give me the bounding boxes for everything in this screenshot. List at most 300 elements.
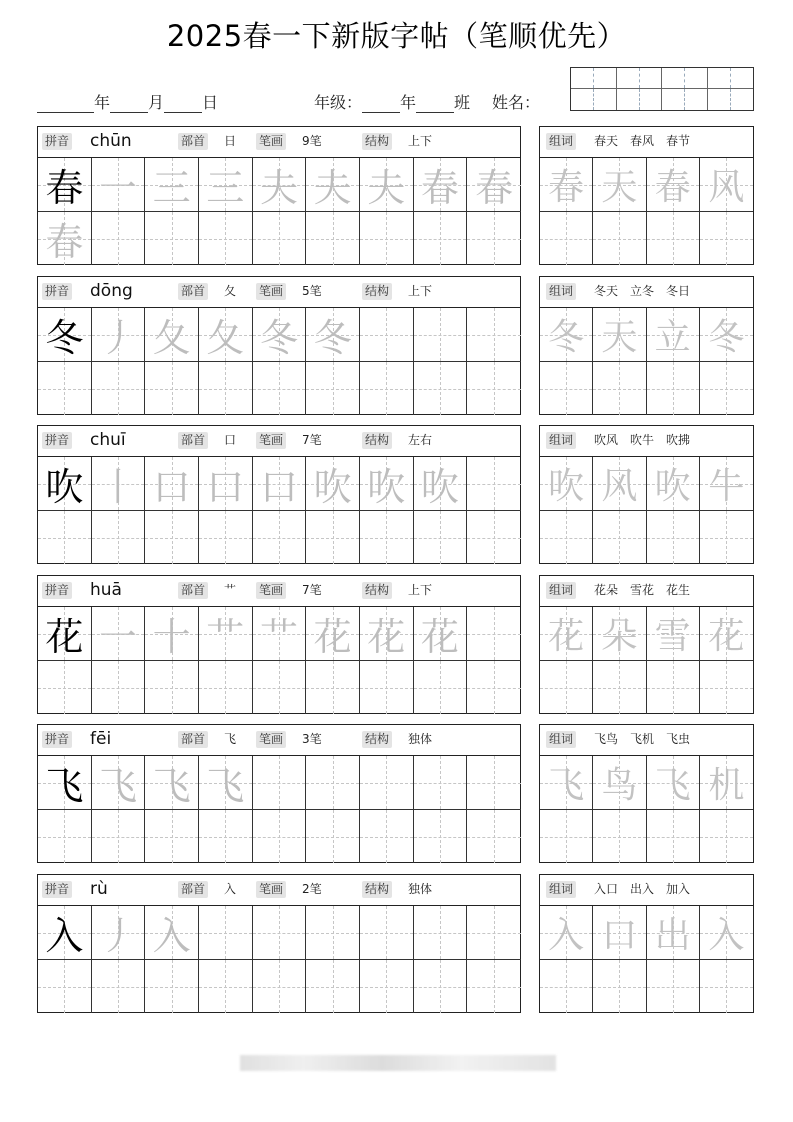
word-trace-cell[interactable] [540, 756, 593, 810]
word-trace-text: 出 [654, 915, 691, 956]
stroke-step-cell[interactable] [306, 607, 360, 661]
word-trace-cell[interactable] [647, 607, 700, 661]
words-tag: 组词 [546, 582, 576, 599]
stroke-step-cell[interactable] [253, 756, 307, 810]
empty-practice-cell[interactable] [467, 511, 521, 564]
grade-blank[interactable] [362, 96, 400, 113]
word-trace-text: 天 [601, 317, 638, 358]
pinyin-tag: 拼音 [42, 881, 72, 898]
char-info-row [38, 127, 520, 158]
year-label: 年 [94, 93, 111, 112]
word-trace-text: 飞 [548, 765, 585, 806]
words-tag: 组词 [546, 432, 576, 449]
strokes-tag: 笔画 [256, 283, 286, 300]
empty-practice-cell[interactable] [38, 810, 92, 863]
day-blank[interactable] [164, 96, 202, 113]
empty-practice-cell[interactable] [92, 511, 146, 564]
word-trace-text: 花 [708, 616, 745, 657]
word-trace-grid[interactable] [540, 607, 753, 714]
stroke-step-cell[interactable] [306, 457, 360, 511]
empty-practice-cell[interactable] [253, 960, 307, 1013]
stroke-step-cell[interactable] [199, 906, 253, 960]
empty-practice-cell[interactable] [700, 212, 753, 265]
stroke-step-text: 三 [206, 166, 245, 210]
empty-practice-cell[interactable] [92, 362, 146, 415]
word-trace-grid[interactable] [540, 308, 753, 415]
empty-practice-cell[interactable] [145, 212, 199, 265]
empty-practice-cell[interactable] [593, 810, 646, 863]
empty-practice-cell[interactable] [540, 362, 593, 415]
empty-practice-cell[interactable] [38, 661, 92, 714]
pinyin-value: chuī [90, 430, 126, 450]
words-tag: 组词 [546, 881, 576, 898]
empty-practice-cell[interactable] [647, 810, 700, 863]
empty-practice-cell[interactable] [253, 810, 307, 863]
class-blank[interactable] [416, 96, 454, 113]
stroke-step-text: 三 [152, 166, 191, 210]
writing-grid[interactable] [38, 457, 520, 564]
empty-practice-cell[interactable] [414, 362, 468, 415]
empty-practice-cell[interactable] [199, 960, 253, 1013]
pinyin-value: rù [90, 879, 108, 899]
strokes-tag: 笔画 [256, 133, 286, 150]
word-trace-cell[interactable] [593, 158, 646, 212]
word-trace-cell[interactable] [593, 906, 646, 960]
radical-value: 口 [224, 433, 237, 447]
stroke-step-cell[interactable] [414, 607, 468, 661]
empty-practice-cell[interactable] [38, 960, 92, 1013]
empty-practice-cell[interactable] [467, 960, 521, 1013]
word-trace-cell[interactable] [700, 457, 753, 511]
stroke-step-cell[interactable] [92, 158, 146, 212]
empty-practice-cell[interactable] [414, 810, 468, 863]
stroke-step-cell[interactable] [360, 158, 414, 212]
radical-tag: 部首 [178, 582, 208, 599]
empty-practice-cell[interactable] [306, 960, 360, 1013]
word-trace-cell[interactable] [647, 158, 700, 212]
strokes-value: 7笔 [302, 433, 322, 447]
word-trace-text: 牛 [708, 466, 745, 507]
stroke-step-cell[interactable] [414, 906, 468, 960]
stroke-step-cell[interactable] [360, 457, 414, 511]
pinyin-value: fēi [90, 729, 112, 749]
words-row [540, 277, 753, 308]
stroke-step-text: 夫 [367, 166, 406, 210]
radical-tag: 部首 [178, 881, 208, 898]
empty-practice-cell[interactable] [360, 661, 414, 714]
radical-tag: 部首 [178, 283, 208, 300]
stroke-step-cell[interactable] [467, 308, 521, 362]
empty-practice-cell[interactable] [593, 511, 646, 564]
stroke-step-cell[interactable] [414, 457, 468, 511]
stroke-step-text: 飞 [152, 764, 191, 808]
empty-practice-cell[interactable] [360, 810, 414, 863]
stroke-step-cell[interactable] [414, 308, 468, 362]
stroke-step-cell[interactable] [306, 158, 360, 212]
word-trace-text: 入 [708, 915, 745, 956]
word-trace-grid[interactable] [540, 457, 753, 564]
empty-practice-cell[interactable] [593, 362, 646, 415]
empty-practice-cell[interactable] [700, 661, 753, 714]
word-trace-text: 入 [548, 915, 585, 956]
word-block-2 [539, 276, 754, 415]
word-trace-cell[interactable] [540, 457, 593, 511]
word-trace-grid[interactable] [540, 756, 753, 863]
word-trace-cell[interactable] [700, 756, 753, 810]
stroke-step-text: 夫 [313, 166, 352, 210]
empty-practice-cell[interactable] [199, 362, 253, 415]
empty-practice-cell[interactable] [467, 810, 521, 863]
empty-practice-cell[interactable] [199, 511, 253, 564]
stroke-step-cell[interactable] [92, 906, 146, 960]
trace-char-text: 春 [45, 220, 84, 264]
empty-practice-cell[interactable] [467, 661, 521, 714]
empty-practice-cell[interactable] [414, 960, 468, 1013]
blurred-watermark [240, 1055, 556, 1071]
word-trace-text: 朵 [601, 616, 638, 657]
strokes-value: 3笔 [302, 732, 322, 746]
words-value: 春天 春风 春节 [594, 134, 691, 148]
month-blank[interactable] [110, 96, 148, 113]
class-label: 班 [454, 93, 471, 112]
structure-tag: 结构 [362, 432, 392, 449]
stroke-step-text: 一 [98, 615, 137, 659]
stroke-step-text: 花 [367, 615, 406, 659]
word-trace-grid[interactable] [540, 906, 753, 1013]
word-trace-cell[interactable] [700, 158, 753, 212]
pinyin-tag: 拼音 [42, 582, 72, 599]
year-blank[interactable] [37, 96, 94, 113]
stroke-step-cell[interactable] [306, 756, 360, 810]
practice-block-2 [37, 276, 521, 415]
stroke-step-text: 口 [152, 465, 191, 509]
stroke-step-text: 一 [98, 166, 137, 210]
stroke-step-cell[interactable] [92, 457, 146, 511]
stroke-step-cell[interactable] [145, 906, 199, 960]
empty-practice-cell[interactable] [145, 810, 199, 863]
word-trace-text: 天 [601, 167, 638, 208]
empty-practice-cell[interactable] [360, 212, 414, 265]
empty-practice-cell[interactable] [593, 212, 646, 265]
word-trace-text: 冬 [708, 317, 745, 358]
word-trace-text: 春 [654, 167, 691, 208]
empty-practice-cell[interactable] [92, 661, 146, 714]
stroke-step-text: 丿 [98, 914, 137, 958]
empty-practice-cell[interactable] [414, 212, 468, 265]
name-label: 姓名： [492, 93, 541, 112]
stroke-step-cell[interactable] [253, 308, 307, 362]
word-trace-cell[interactable] [540, 906, 593, 960]
word-trace-text: 风 [708, 167, 745, 208]
stroke-step-cell[interactable] [414, 158, 468, 212]
word-trace-text: 春 [548, 167, 585, 208]
empty-practice-cell[interactable] [145, 661, 199, 714]
empty-practice-cell[interactable] [700, 960, 753, 1013]
empty-practice-cell[interactable] [199, 661, 253, 714]
grade-label: 年级： [314, 93, 363, 112]
stroke-step-cell[interactable] [360, 906, 414, 960]
word-trace-cell[interactable] [540, 607, 593, 661]
model-char-text: 入 [45, 914, 84, 958]
word-trace-text: 雪 [654, 616, 691, 657]
empty-practice-cell[interactable] [540, 661, 593, 714]
word-trace-cell[interactable] [593, 457, 646, 511]
pinyin-value: huā [90, 580, 122, 600]
stroke-step-cell[interactable] [360, 607, 414, 661]
empty-practice-cell[interactable] [593, 661, 646, 714]
stroke-step-cell[interactable] [145, 457, 199, 511]
model-char-text: 飞 [45, 764, 84, 808]
empty-practice-cell[interactable] [647, 212, 700, 265]
stroke-step-cell[interactable] [414, 756, 468, 810]
stroke-step-cell[interactable] [199, 308, 253, 362]
stroke-step-cell[interactable] [92, 308, 146, 362]
pinyin-tag: 拼音 [42, 133, 72, 150]
page-title: 2025春一下新版字帖（笔顺优先） [166, 19, 627, 53]
stroke-step-cell[interactable] [253, 906, 307, 960]
stroke-step-text: 花 [420, 615, 459, 659]
stroke-step-cell[interactable] [467, 607, 521, 661]
word-trace-cell[interactable] [593, 756, 646, 810]
radical-tag: 部首 [178, 133, 208, 150]
stroke-step-cell[interactable] [467, 906, 521, 960]
stroke-step-text: 吹 [367, 465, 406, 509]
word-trace-cell[interactable] [647, 906, 700, 960]
empty-practice-cell[interactable] [306, 212, 360, 265]
empty-practice-cell[interactable] [360, 362, 414, 415]
empty-practice-cell[interactable] [306, 661, 360, 714]
stroke-step-text: 夂 [152, 316, 191, 360]
practice-block-6 [37, 874, 521, 1013]
strokes-tag: 笔画 [256, 582, 286, 599]
pinyin-tag: 拼音 [42, 432, 72, 449]
stroke-step-text: 丿 [98, 316, 137, 360]
strokes-value: 7笔 [302, 583, 322, 597]
pinyin-tag: 拼音 [42, 283, 72, 300]
empty-practice-cell[interactable] [700, 511, 753, 564]
empty-practice-cell[interactable] [92, 212, 146, 265]
empty-practice-cell[interactable] [145, 511, 199, 564]
empty-practice-cell[interactable] [360, 511, 414, 564]
empty-practice-cell[interactable] [414, 511, 468, 564]
strokes-value: 9笔 [302, 134, 322, 148]
empty-practice-cell[interactable] [647, 511, 700, 564]
word-trace-cell[interactable] [647, 457, 700, 511]
stroke-step-cell[interactable] [145, 607, 199, 661]
empty-practice-cell[interactable] [306, 810, 360, 863]
empty-practice-cell[interactable] [92, 810, 146, 863]
stroke-step-cell[interactable] [253, 607, 307, 661]
model-character[interactable] [38, 607, 92, 661]
radical-tag: 部首 [178, 731, 208, 748]
model-char-text: 春 [45, 166, 84, 210]
stroke-step-cell[interactable] [199, 607, 253, 661]
empty-practice-cell[interactable] [540, 212, 593, 265]
empty-practice-cell[interactable] [360, 960, 414, 1013]
stroke-step-cell[interactable] [306, 308, 360, 362]
empty-practice-cell[interactable] [467, 362, 521, 415]
word-trace-cell[interactable] [700, 906, 753, 960]
words-value: 入口 出入 加入 [594, 882, 691, 896]
empty-practice-cell[interactable] [700, 810, 753, 863]
word-trace-grid[interactable] [540, 158, 753, 265]
stroke-step-text: 春 [420, 166, 459, 210]
empty-practice-cell[interactable] [540, 511, 593, 564]
empty-practice-cell[interactable] [647, 661, 700, 714]
stroke-step-cell[interactable] [92, 756, 146, 810]
words-value: 飞鸟 飞机 飞虫 [594, 732, 691, 746]
word-trace-cell[interactable] [540, 308, 593, 362]
pinyin-tag: 拼音 [42, 731, 72, 748]
empty-practice-cell[interactable] [467, 212, 521, 265]
words-row [540, 576, 753, 607]
empty-practice-cell[interactable] [593, 960, 646, 1013]
empty-practice-cell[interactable] [145, 960, 199, 1013]
writing-grid[interactable] [38, 756, 520, 863]
stroke-step-cell[interactable] [253, 158, 307, 212]
empty-practice-cell[interactable] [38, 511, 92, 564]
stroke-step-cell[interactable] [467, 158, 521, 212]
stroke-step-text: 夂 [206, 316, 245, 360]
stroke-step-text: 花 [313, 615, 352, 659]
stroke-step-cell[interactable] [199, 457, 253, 511]
word-trace-cell[interactable] [593, 308, 646, 362]
empty-practice-cell[interactable] [647, 362, 700, 415]
stroke-step-cell[interactable] [145, 158, 199, 212]
structure-tag: 结构 [362, 881, 392, 898]
radical-tag: 部首 [178, 432, 208, 449]
model-character[interactable] [38, 457, 92, 511]
word-trace-cell[interactable] [700, 308, 753, 362]
words-tag: 组词 [546, 731, 576, 748]
writing-grid[interactable] [38, 607, 520, 714]
stroke-step-text: 夫 [259, 166, 298, 210]
char-info-row [38, 426, 520, 457]
stroke-step-cell[interactable] [467, 756, 521, 810]
empty-practice-cell[interactable] [540, 960, 593, 1013]
empty-practice-cell[interactable] [253, 661, 307, 714]
stroke-step-cell[interactable] [199, 756, 253, 810]
practice-block-1 [37, 126, 521, 265]
empty-practice-cell[interactable] [38, 362, 92, 415]
stroke-step-text: 艹 [206, 615, 245, 659]
stroke-step-cell[interactable] [145, 308, 199, 362]
pinyin-value: dōng [90, 281, 133, 301]
model-character[interactable] [38, 158, 92, 212]
stroke-step-text: 入 [152, 914, 191, 958]
model-char-text: 冬 [45, 316, 84, 360]
empty-practice-cell[interactable] [92, 960, 146, 1013]
empty-practice-cell[interactable] [199, 212, 253, 265]
word-trace-text: 风 [601, 466, 638, 507]
radical-value: 艹 [224, 583, 237, 597]
name-grid[interactable] [570, 67, 754, 111]
words-value: 花朵 雪花 花生 [594, 583, 691, 597]
writing-grid[interactable] [38, 906, 520, 1013]
stroke-step-text: 艹 [259, 615, 298, 659]
radical-value: 飞 [224, 732, 237, 746]
word-trace-text: 花 [548, 616, 585, 657]
stroke-step-text: 冬 [313, 316, 352, 360]
empty-practice-cell[interactable] [253, 362, 307, 415]
word-trace-cell[interactable] [593, 607, 646, 661]
structure-value: 独体 [408, 882, 433, 896]
word-trace-text: 鸟 [601, 765, 638, 806]
word-block-5 [539, 724, 754, 863]
stroke-step-cell[interactable] [199, 158, 253, 212]
empty-practice-cell[interactable] [306, 362, 360, 415]
empty-practice-cell[interactable] [253, 511, 307, 564]
word-trace-text: 吹 [548, 466, 585, 507]
structure-value: 上下 [408, 284, 433, 298]
pinyin-value: chūn [90, 131, 132, 151]
empty-practice-cell[interactable] [199, 810, 253, 863]
stroke-step-cell[interactable] [360, 756, 414, 810]
writing-grid[interactable] [38, 308, 520, 415]
words-row [540, 127, 753, 158]
word-trace-cell[interactable] [700, 607, 753, 661]
strokes-tag: 笔画 [256, 432, 286, 449]
empty-practice-cell[interactable] [647, 960, 700, 1013]
structure-tag: 结构 [362, 283, 392, 300]
stroke-step-cell[interactable] [253, 457, 307, 511]
words-row [540, 725, 753, 756]
word-trace-cell[interactable] [647, 308, 700, 362]
words-value: 吹风 吹牛 吹拂 [594, 433, 691, 447]
trace-cell[interactable] [38, 212, 92, 265]
empty-practice-cell[interactable] [306, 511, 360, 564]
practice-block-4 [37, 575, 521, 714]
word-trace-text: 口 [601, 915, 638, 956]
words-value: 冬天 立冬 冬日 [594, 284, 691, 298]
structure-value: 独体 [408, 732, 433, 746]
empty-practice-cell[interactable] [253, 212, 307, 265]
structure-value: 上下 [408, 134, 433, 148]
stroke-step-cell[interactable] [92, 607, 146, 661]
stroke-step-text: 飞 [206, 764, 245, 808]
stroke-step-text: 口 [206, 465, 245, 509]
stroke-step-cell[interactable] [467, 457, 521, 511]
structure-tag: 结构 [362, 731, 392, 748]
stroke-step-cell[interactable] [145, 756, 199, 810]
word-trace-text: 飞 [654, 765, 691, 806]
stroke-step-text: 冬 [259, 316, 298, 360]
stroke-step-cell[interactable] [306, 906, 360, 960]
word-trace-cell[interactable] [647, 756, 700, 810]
stroke-step-cell[interactable] [360, 308, 414, 362]
words-tag: 组词 [546, 283, 576, 300]
stroke-step-text: 十 [152, 615, 191, 659]
empty-practice-cell[interactable] [700, 362, 753, 415]
structure-value: 左右 [408, 433, 433, 447]
model-character[interactable] [38, 756, 92, 810]
model-character[interactable] [38, 308, 92, 362]
empty-practice-cell[interactable] [414, 661, 468, 714]
word-trace-text: 冬 [548, 317, 585, 358]
char-info-row [38, 725, 520, 756]
empty-practice-cell[interactable] [540, 810, 593, 863]
model-char-text: 吹 [45, 465, 84, 509]
model-character[interactable] [38, 906, 92, 960]
grade-year-label: 年 [400, 93, 417, 112]
writing-grid[interactable] [38, 158, 520, 265]
model-char-text: 花 [45, 615, 84, 659]
word-block-3 [539, 425, 754, 564]
word-trace-cell[interactable] [540, 158, 593, 212]
day-label: 日 [202, 93, 219, 112]
char-info-row [38, 875, 520, 906]
empty-practice-cell[interactable] [145, 362, 199, 415]
